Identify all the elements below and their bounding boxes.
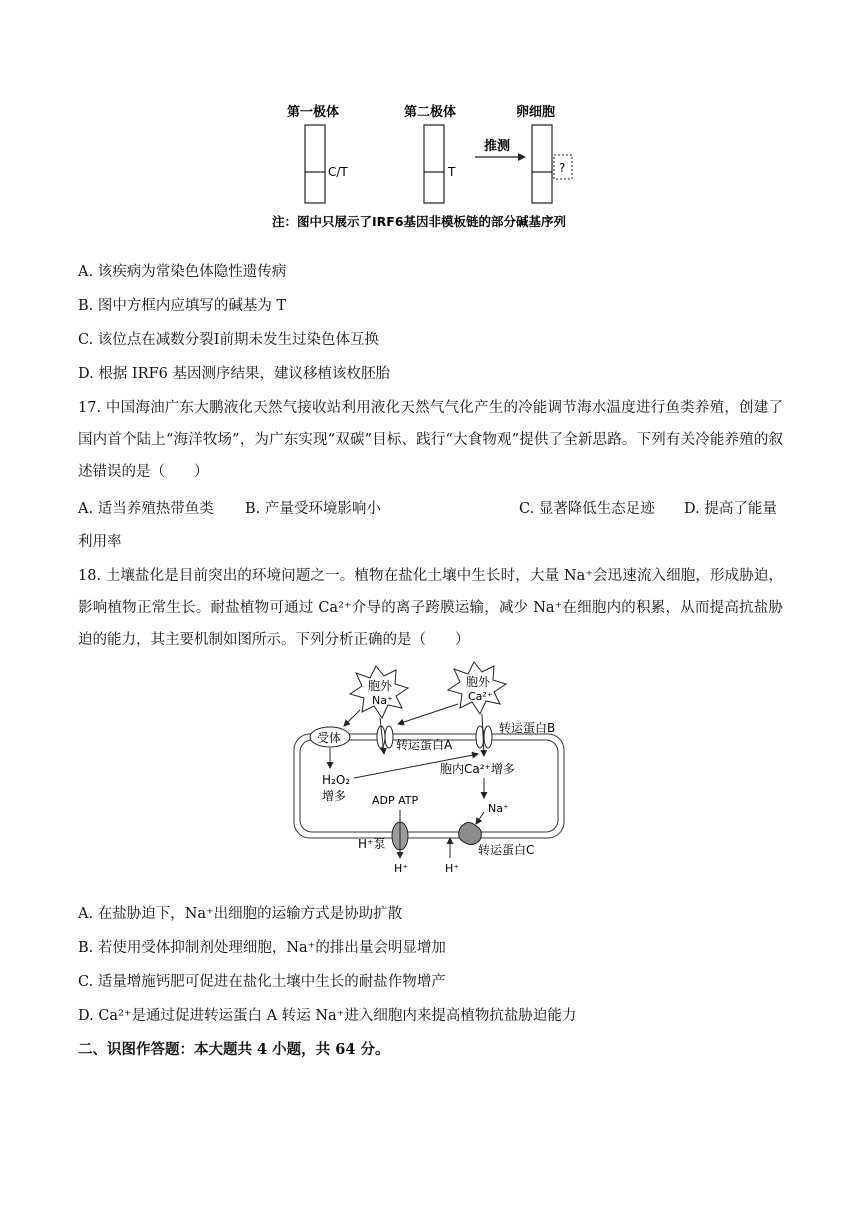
transporter-c-icon — [459, 822, 482, 844]
label-second-polar-body: 第二极体 — [404, 105, 457, 120]
q18-option-d: D. Ca²⁺是通过促进转运蛋白 A 转运 Na⁺进入细胞内来提高植物抗盐胁迫能力 — [78, 1008, 577, 1024]
outside-ca-label-1: 胞外 — [466, 675, 491, 689]
arrow-label: 推测 — [484, 139, 511, 154]
transporter-b-icon — [476, 726, 492, 748]
figure-salt-stress — [280, 660, 590, 880]
q17-option-b: B. 产量受环境影响小 — [245, 501, 381, 517]
chromosome-first-polar-body — [305, 125, 325, 203]
section-2-heading: 二、识图作答题：本大题共 4 小题，共 64 分。 — [78, 1041, 390, 1058]
inner-ca-label: 胞内Ca²⁺增多 — [440, 762, 515, 776]
q17-options-row — [78, 498, 783, 520]
salt-stress-diagram — [280, 660, 590, 880]
unknown-base: ? — [559, 161, 566, 175]
q17-option-c: C. 显著降低生态足迹 — [519, 501, 655, 517]
base-t: T — [448, 165, 456, 179]
transporter-a-icon — [377, 726, 393, 748]
q18-option-b: B. 若使用受体抑制剂处理细胞，Na⁺的排出量会明显增加 — [78, 940, 446, 956]
receptor-label: 受体 — [317, 731, 342, 745]
q16-option-d: D. 根据 IRF6 基因测序结果，建议移植该枚胚胎 — [78, 366, 390, 382]
q18-option-a: A. 在盐胁迫下，Na⁺出细胞的运输方式是协助扩散 — [78, 906, 403, 922]
adp-atp-label: ADP ATP — [372, 794, 419, 807]
chromosome-second-polar-body — [424, 125, 444, 203]
outside-ca-label-2: Ca²⁺ — [468, 690, 493, 703]
h-out-2-label: H⁺ — [445, 862, 460, 875]
transporter-a-label: 转运蛋白A — [396, 738, 453, 752]
q17-option-d-continued: 利用率 — [78, 534, 122, 550]
outside-na-label-2: Na⁺ — [372, 694, 393, 707]
base-ct: C/T — [328, 165, 348, 179]
q16-option-c: C. 该位点在减数分裂Ⅰ前期未发生过染色体互换 — [78, 332, 380, 348]
polar-bodies-diagram — [270, 98, 610, 238]
label-first-polar-body: 第一极体 — [287, 105, 340, 120]
q16-option-a: A. 该疾病为常染色体隐性遗传病 — [78, 264, 287, 280]
transporter-b-label: 转运蛋白B — [499, 721, 556, 735]
transporter-c-label: 转运蛋白C — [478, 843, 535, 857]
chromosome-egg-cell — [532, 125, 552, 203]
inner-na-label: Na⁺ — [488, 802, 509, 815]
h-out-1-label: H⁺ — [394, 862, 409, 875]
q17-option-d: D. 提高了能量 — [684, 501, 777, 517]
h2o2-label: H₂O₂ — [322, 773, 351, 787]
q16-option-b: B. 图中方框内应填写的碱基为 T — [78, 298, 287, 314]
figure-note: 注：图中只展示了IRF6基因非模板链的部分碱基序列 — [272, 214, 567, 229]
q17-stem: 17. 中国海油广东大鹏液化天然气接收站利用液化天然气气化产生的冷能调节海水温度进行鱼类养殖，创建了国内首个陆上“海洋牧场”，为广东实现“双碳”目标、践行“大食物观”提供了全新思路。下列有关冷能养殖的叙述错误的是（ ） — [78, 400, 783, 480]
q18-stem: 18. 土壤盐化是目前突出的环境问题之一。植物在盐化土壤中生长时，大量 Na⁺会迅速流入细胞，形成胁迫，影响植物正常生长。耐盐植物可通过 Ca²⁺介导的离子跨膜运输，减少 Na⁺在细胞内的积累，从而提高抗盐胁迫的能力，其主要机制如图所示。下列分析正确的是（ ） — [78, 568, 783, 648]
q18-option-c: C. 适量增施钙肥可促进在盐化土壤中生长的耐盐作物增产 — [78, 974, 446, 990]
h2o2-increase-label: 增多 — [322, 789, 347, 803]
figure-polar-bodies — [270, 98, 610, 238]
q17-option-a: A. 适当养殖热带鱼类 — [78, 501, 214, 517]
label-egg-cell: 卵细胞 — [516, 105, 556, 120]
h-pump-label: H⁺泵 — [358, 837, 386, 851]
outside-na-label-1: 胞外 — [368, 679, 393, 693]
